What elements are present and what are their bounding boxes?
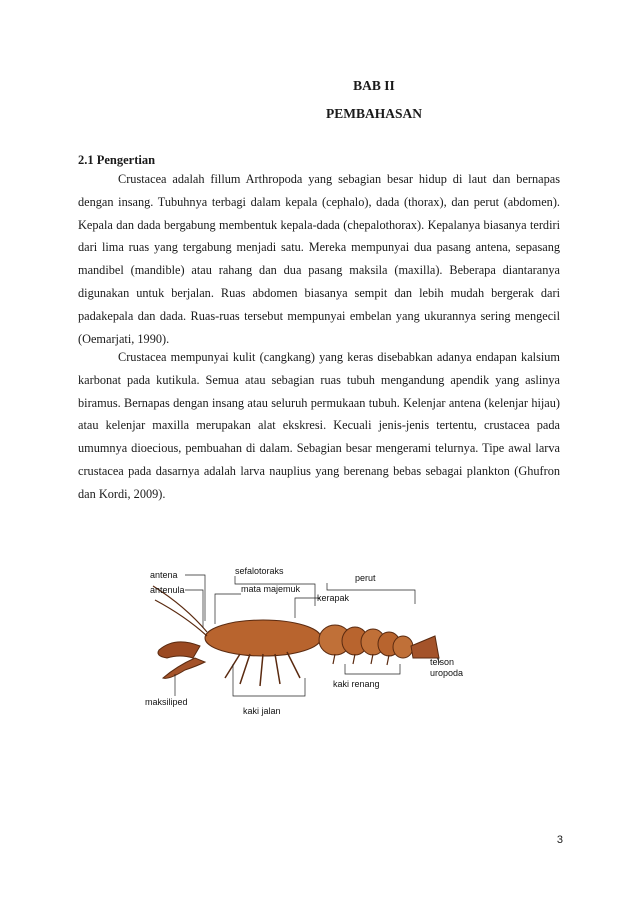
label-uropoda: uropoda — [430, 668, 464, 678]
crayfish-illustration — [153, 586, 439, 686]
label-antenula: antenula — [150, 585, 185, 595]
label-antena: antena — [150, 570, 178, 580]
label-sefalotoraks: sefalotoraks — [235, 566, 284, 576]
label-kaki-renang: kaki renang — [333, 679, 380, 689]
crayfish-anatomy-figure — [145, 566, 475, 731]
label-kerapak: kerapak — [317, 593, 350, 603]
label-kaki-jalan: kaki jalan — [243, 706, 281, 716]
chapter-title: PEMBAHASAN — [325, 106, 422, 121]
label-maksiliped: maksiliped — [145, 697, 188, 707]
label-perut: perut — [355, 573, 376, 583]
section-heading: 2.1 Pengertian — [78, 153, 156, 167]
label-telson: telson — [430, 657, 455, 667]
chapter-number: BAB II — [353, 78, 395, 93]
paragraph: Crustacea mempunyai kulit (cangkang) yang keras disebabkan adanya endapan kalsium karbonat pada kutikula. Semua atau sebagian ruas tubuh mengandung apendik yang aslinya biramus. Bernapas dengan insang atau seluruh permukaan tubuh. Kelenjar antena (kelenjar hijau) atau kelenjar maxilla merupakan alat ekskresi. Kecuali jenis-jenis tertentu, crustacea pada umumnya dioecious, pembuahan di dalam. Sebagian besar mengerami telurnya. Tipe awal larva crustacea pada dasarnya adalah larva nauplius yang berenang bebas sebagai plankton (Ghufron dan Kordi, 2009). — [78, 350, 560, 501]
paragraph: Crustacea adalah fillum Arthropoda yang sebagian besar hidup di laut dan bernapas dengan insang. Tubuhnya terbagi dalam kepala (cephalo), dada (thorax), dan perut (abdomen). Kepala dan dada bergabung membentuk kepala-dada (chepalothorax). Kepalanya biasanya terdiri dari lima ruas yang tergabung menjadi satu. Mereka mempunyai dua pasang antena, sepasang mandibel (mandible) atau rahang dan dua pasang maksila (maxilla). Beberapa diantaranya digunakan untuk berjalan. Ruas abdomen biasanya sempit dan lebih mudah bergerak dari padakepala dan dada. Ruas-ruas tersebut mempunyai embelan yang ukurannya sering mengecil (Oemarjati, 1990). — [78, 172, 560, 346]
label-mata-majemuk: mata majemuk — [241, 584, 301, 594]
page-number: 3 — [556, 834, 563, 846]
